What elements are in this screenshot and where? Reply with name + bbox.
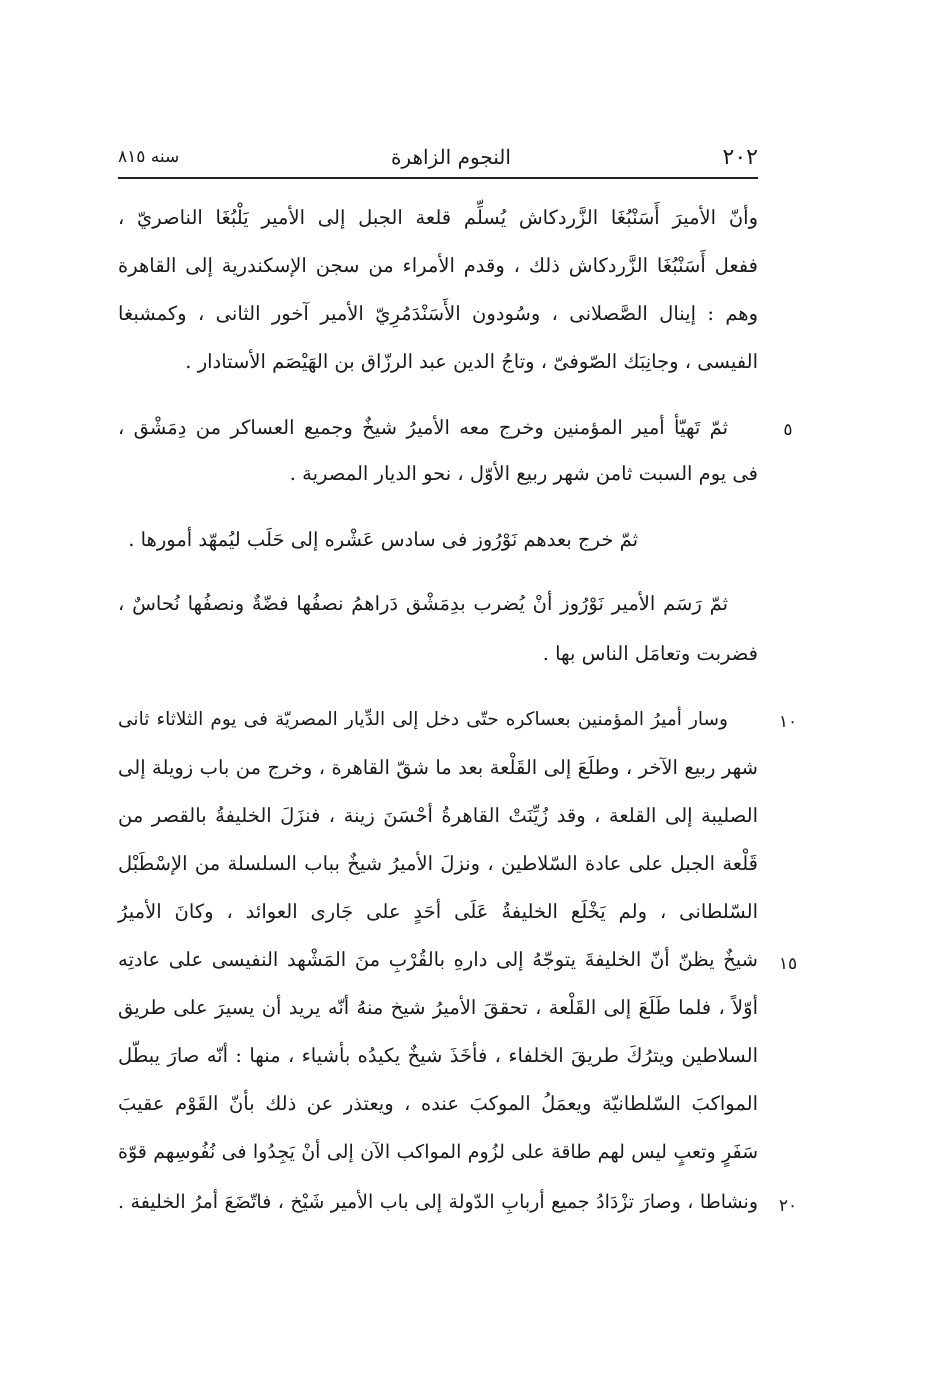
text-line: المواكبَ السّلطانيّة ويعمَلُ الموكبَ عنده ، ويعتذر عن ذلك بأنّ القَوْم عقيبَ [118,1092,758,1115]
text-line: فضربت وتعامَل الناس بها . [542,642,758,665]
text-line: سَفَرٍ وتعبٍ ليس لهم طاقة على لزُوم المواكب الآن إلى أنْ يَجِدُوا فى نُفُوسِهم قوّة [118,1141,758,1163]
text-line: قَلْعة الجبل على عادة السّلاطين ، ونزلَ الأميرُ شيخٌ بباب السلسلة من الإسْطَبْل [118,852,758,875]
text-line: الفيسى ، وجانِبَك الصّوفىّ ، وتاجُ الدين عبد الرزّاق بن الهَيْصَم الأستادار . [185,350,758,373]
page-header [118,140,758,174]
text-line: السلاطين ويترُكَ طريقَ الخلفاء ، فأخَذَ شيخٌ يكيدُه بأشياء ، منها : أنّه صارَ يبطّل [118,1044,758,1067]
year-label: سنه ٨١٥ [118,147,180,167]
text-line: الصليبة إلى القلعة ، وقد زُيِّنَتْ القاهرةُ أحْسَنَ زينة ، فنزَلَ الخليفةُ بالقصر من [118,804,758,827]
text-line: فى يوم السبت ثامن شهر ربيع الأوّل ، نحو الديار المصرية . [289,462,758,485]
header-rule [118,177,758,179]
text-line: ونشاطا ، وصارَ تزْدَادُ جميع أربابِ الدّولة إلى باب الأمير شَيْخ ، فاتّضَعَ أمرُ الخليفة . [118,1191,758,1213]
running-title: النجوم الزاهرة [390,145,511,169]
line-number: ٥ [783,420,793,440]
text-line: ففعل أَسَنْبُغَا الزَّردكاش ذلك ، وقدم الأمراء من سجن الإسكندرية إلى القاهرة [118,254,758,277]
text-line: ثمّ خرج بعدهم نَوْرُوز فى سادس عَشْره إلى حَلَب ليُمهّد أمورها . [128,528,638,551]
text-line: ثمّ تَهيّأ أمير المؤمنين وخرج معه الأميرُ شيخٌ وجميع العساكر من دِمَشْق ، [118,416,728,439]
text-line: ثمّ رَسَم الأمير نَوْرُوز أنْ يُضرب بدِمَشْق دَراهمُ نصفُها فضّةٌ ونصفُها نُحاسٌ ، [118,592,728,615]
line-number: ١٥ [778,954,798,974]
page-number: ٢٠٢ [722,144,758,170]
line-number: ٢٠ [778,1196,798,1216]
text-line: أوّلاً ، فلما طَلَعَ إلى القَلْعة ، تحققَ الأميرُ شيخ منهُ أنّه يريد أن يسيرَ على طريق [118,996,758,1019]
text-line: شيخٌ يظنّ أنّ الخليفةَ يتوجّهُ إلى دارهِ بالقُرْبِ منَ المَشْهد النفيسى على عادتِه [118,948,758,971]
text-line: السّلطانى ، ولم يَخْلَع الخليفةُ عَلَى أحَدٍ على جَارى العوائد ، وكانَ الأميرُ [118,900,758,923]
text-line: وسار أميرُ المؤمنين بعساكره حتّى دخل إلى الدِّيار المصريّة فى يوم الثلاثاء ثانى [118,709,728,730]
text-line: وأنّ الأميرَ أَسَنْبُغَا الزَّردكاش يُسلِّم قلعة الجبل إلى الأمير يَلْبُغَا الناصريّ ، [118,206,758,229]
line-number: ١٠ [778,712,798,732]
text-line: وهم : إينال الصَّصلانى ، وسُودون الأَسَنْدَمُرِيّ الأمير آخور الثانى ، وكمشبغا [118,302,758,325]
text-line: شهر ربيع الآخر ، وطلَعَ إلى القَلْعة بعد ما شقّ القاهرة ، وخرج من باب زويلة إلى [118,756,758,779]
